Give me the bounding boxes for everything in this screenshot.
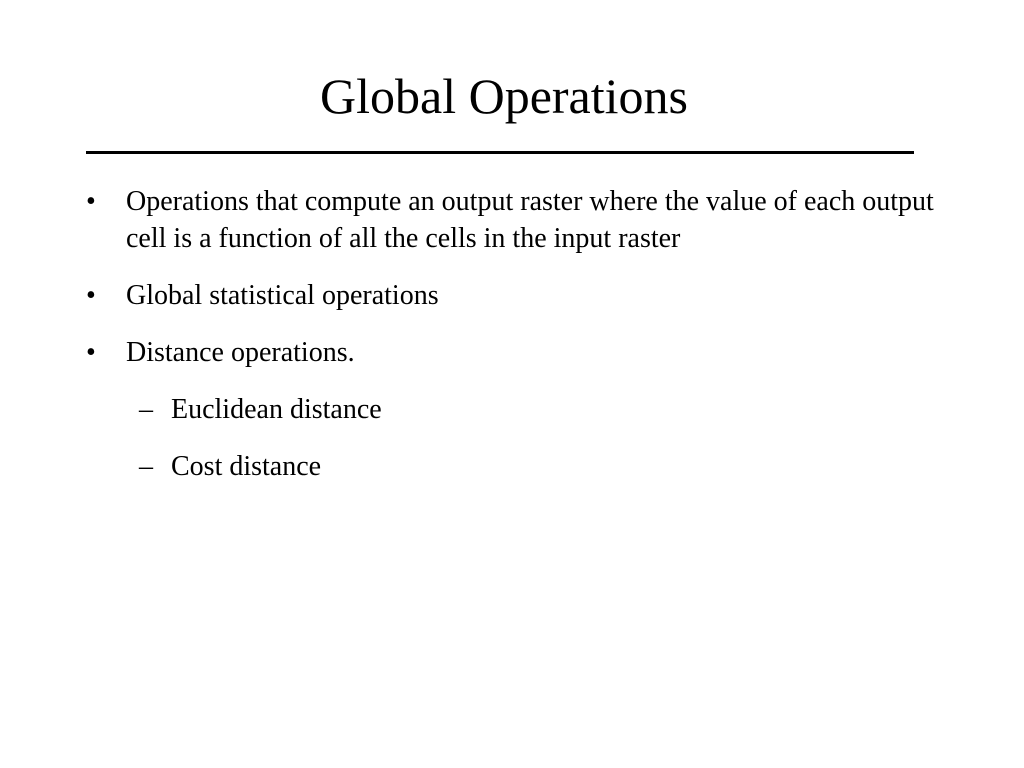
- sub-bullet-text: Euclidean distance: [171, 394, 382, 425]
- bullet-text: Operations that compute an output raster where the value of each output cell is a function of all the cells in the input raster: [126, 186, 934, 254]
- sub-bullet-list: [126, 391, 936, 485]
- title-divider: [86, 151, 914, 154]
- bullet-list: [86, 183, 936, 505]
- sub-bullet-text: Cost distance: [171, 451, 322, 482]
- sub-bullet-marker: –: [139, 451, 153, 482]
- bullet-item: [86, 334, 936, 485]
- bullet-marker: •: [86, 337, 96, 368]
- sub-bullet-item: [126, 391, 936, 428]
- bullet-item: [86, 277, 936, 314]
- bullet-text: Distance operations.: [126, 337, 355, 368]
- bullet-marker: •: [86, 280, 96, 311]
- bullet-text: Global statistical operations: [126, 280, 439, 311]
- bullet-marker: •: [86, 186, 96, 217]
- sub-bullet-marker: –: [139, 394, 153, 425]
- bullet-item: [86, 183, 936, 257]
- sub-bullet-item: [126, 448, 936, 485]
- slide-title: Global Operations: [320, 68, 688, 124]
